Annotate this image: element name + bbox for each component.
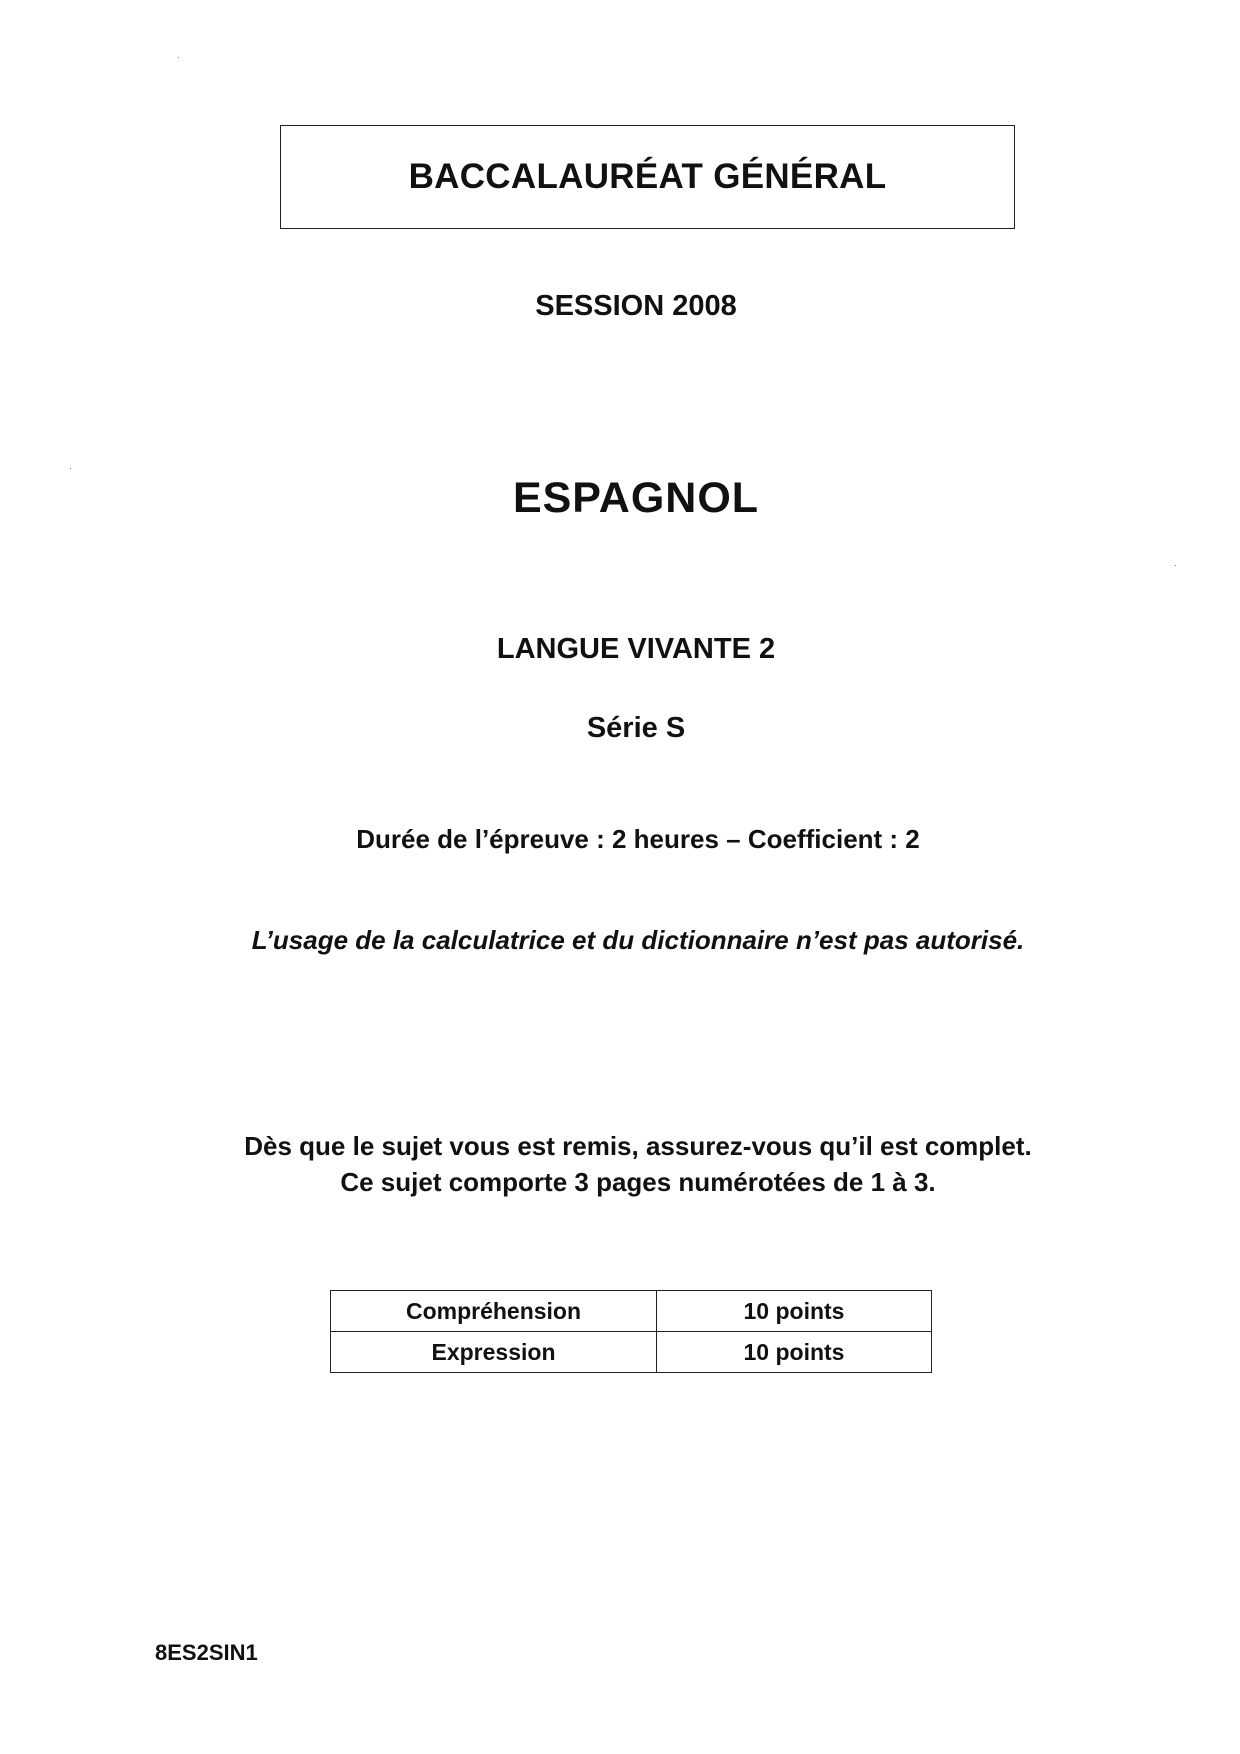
table-row <box>331 1291 932 1332</box>
scoring-points: 10 points <box>657 1291 932 1332</box>
table-row <box>331 1332 932 1373</box>
scoring-points: 10 points <box>657 1332 932 1373</box>
scan-speck <box>1175 565 1176 566</box>
document-code: 8ES2SIN1 <box>155 1640 258 1665</box>
language-level: LANGUE VIVANTE 2 <box>496 633 776 665</box>
exam-title-box <box>280 125 1015 229</box>
exam-series: Série S <box>586 712 686 744</box>
instruction-line-1: Dès que le sujet vous est remis, assurez-vous qu’il est complet. <box>244 1131 1032 1161</box>
instruction-line-2: Ce sujet comporte 3 pages numérotées de 1 à 3. <box>340 1167 936 1197</box>
exam-title: BACCALAURÉAT GÉNÉRAL <box>408 157 887 196</box>
scan-speck <box>178 57 179 58</box>
session-year: SESSION 2008 <box>535 290 737 322</box>
subject-name: ESPAGNOL <box>512 474 760 522</box>
scoring-table <box>330 1290 932 1373</box>
usage-restriction-note: L’usage de la calculatrice et du dictionnaire n’est pas autorisé. <box>251 925 1025 955</box>
scoring-label: Compréhension <box>331 1291 657 1332</box>
instructions-block <box>0 1128 1240 1200</box>
scan-speck <box>70 468 71 469</box>
scoring-label: Expression <box>331 1332 657 1373</box>
duration-coefficient: Durée de l’épreuve : 2 heures – Coefficient : 2 <box>356 824 920 854</box>
